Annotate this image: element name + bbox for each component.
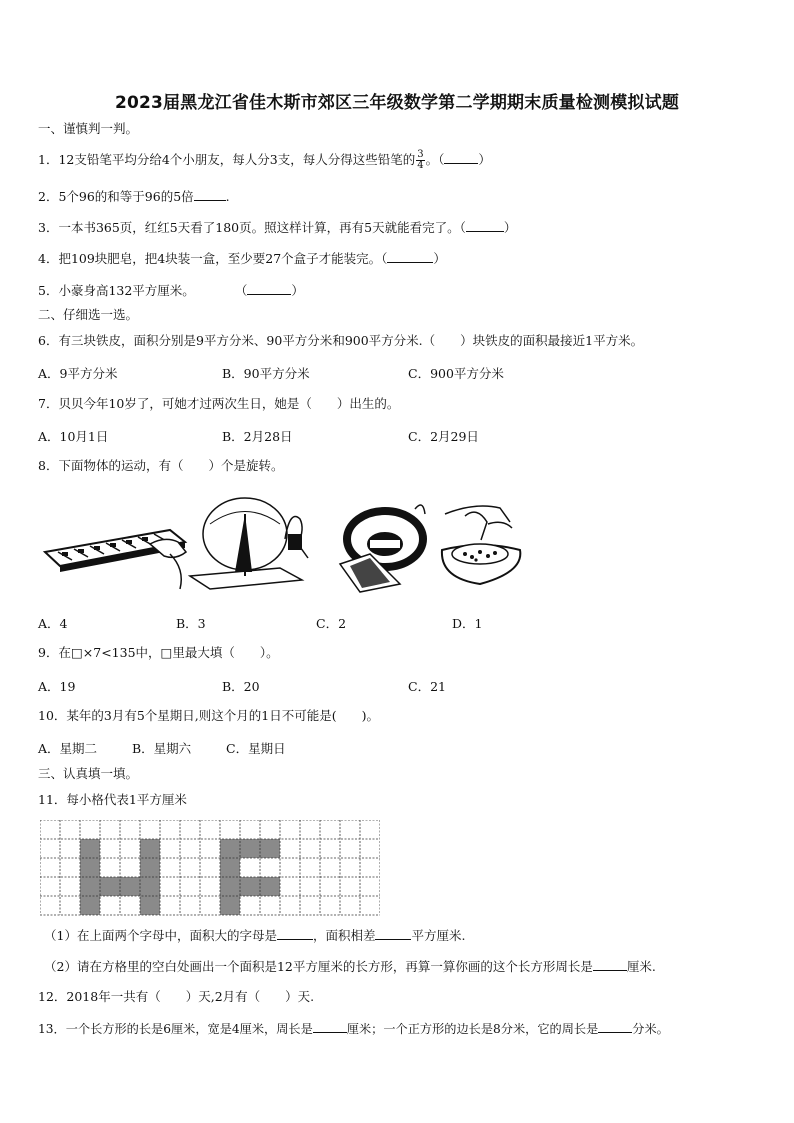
q6-option-b[interactable]: B．90平方分米 bbox=[222, 366, 310, 381]
question-8: 8．下面物体的运动，有（ ）个是旋转。 bbox=[38, 458, 284, 473]
q9-option-b[interactable]: B．20 bbox=[222, 679, 260, 694]
letter-f-cell bbox=[220, 877, 240, 896]
letter-h-cell bbox=[140, 896, 160, 915]
steering-wheel-image bbox=[340, 505, 425, 592]
q7-option-c[interactable]: C．2月29日 bbox=[408, 429, 479, 444]
answer-blank[interactable] bbox=[375, 927, 411, 940]
question-10: 10．某年的3月有5个星期日,则这个月的1日不可能是( )。 bbox=[38, 708, 379, 723]
letter-h-cell bbox=[80, 858, 100, 877]
question-7: 7．贝贝今年10岁了，可她才过两次生日，她是（ ）出生的。 bbox=[38, 396, 400, 411]
section-2-heading: 二、仔细选一选。 bbox=[38, 307, 139, 322]
letter-f-cell bbox=[240, 877, 260, 896]
question-11-part-2: （2）请在方格里的空白处画出一个面积是12平方厘米的长方形，再算一算你画的这个长方形周长是 厘米. bbox=[44, 959, 656, 974]
letter-f-cell bbox=[220, 896, 240, 915]
q11-grid[interactable] bbox=[40, 820, 380, 920]
section-3-heading: 三、认真填一填。 bbox=[38, 766, 139, 781]
q10-option-a[interactable]: A．星期二 bbox=[38, 741, 98, 756]
question-2: 2．5个96的和等于96的5倍 . bbox=[38, 189, 230, 204]
question-11: 11．每小格代表1平方厘米 bbox=[38, 792, 187, 807]
page-title: 2023届黑龙江省佳木斯市郊区三年级数学第二学期期末质量检测模拟试题 bbox=[114, 93, 680, 113]
q6-option-a[interactable]: A．9平方分米 bbox=[38, 366, 118, 381]
letter-f-cell bbox=[260, 877, 280, 896]
question-11-part-1: （1）在上面两个字母中，面积大的字母是 ，面积相差 平方厘米. bbox=[44, 928, 466, 943]
section-1-heading: 一、谨慎判一判。 bbox=[38, 121, 139, 136]
q8-option-a[interactable]: A．4 bbox=[38, 616, 68, 631]
answer-blank[interactable] bbox=[466, 219, 504, 232]
q8-illustrations bbox=[40, 494, 530, 594]
answer-blank[interactable] bbox=[313, 1020, 347, 1033]
q10-option-b[interactable]: B．星期六 bbox=[132, 741, 192, 756]
answer-blank[interactable] bbox=[277, 927, 313, 940]
question-9: 9．在□×7<135中，□里最大填（ ）。 bbox=[38, 645, 279, 660]
question-13: 13．一个长方形的长是6厘米，宽是4厘米，周长是 厘米；一个正方形的边长是8分米，它的周长是 分米。 bbox=[38, 1022, 669, 1036]
q9-option-c[interactable]: C．21 bbox=[408, 679, 446, 694]
letter-f-cell bbox=[220, 839, 240, 858]
q8-option-c[interactable]: C．2 bbox=[316, 616, 347, 631]
letter-h-cell bbox=[140, 839, 160, 858]
q6-option-c[interactable]: C．900平方分米 bbox=[408, 366, 504, 381]
fraction: $\frac{3}{4}$ bbox=[417, 149, 424, 171]
answer-blank[interactable] bbox=[444, 151, 478, 164]
faucet-sink-image bbox=[442, 506, 520, 584]
letter-h-cell bbox=[80, 839, 100, 858]
question-1: 1．12支铅笔平均分给4个小朋友，每人分3支，每人分得这些铅笔的 $\frac{3}{4}$ 。（ ） bbox=[38, 149, 491, 171]
answer-blank[interactable] bbox=[194, 188, 226, 201]
question-4: 4．把109块肥皂，把4块装一盒，至少要27个盒子才能装完。（ ） bbox=[38, 251, 446, 266]
q7-option-b[interactable]: B．2月28日 bbox=[222, 429, 293, 444]
letter-h-cell bbox=[120, 877, 140, 896]
q8-option-b[interactable]: B．3 bbox=[176, 616, 206, 631]
abacus-image bbox=[45, 530, 186, 589]
letter-f-cell bbox=[240, 839, 260, 858]
letter-h-cell bbox=[140, 858, 160, 877]
letter-f-cell bbox=[220, 858, 240, 877]
question-6: 6．有三块铁皮，面积分别是9平方分米、90平方分米和900平方分米.（ ）块铁皮的面积最接近1平方米。 bbox=[38, 333, 644, 348]
q8-option-d[interactable]: D．1 bbox=[452, 616, 483, 631]
letter-h-cell bbox=[80, 896, 100, 915]
square-grid[interactable] bbox=[40, 820, 380, 916]
letter-h-cell bbox=[100, 877, 120, 896]
answer-blank[interactable] bbox=[593, 958, 627, 971]
revolving-door-image bbox=[190, 498, 308, 589]
question-3: 3．一本书365页，红红5天看了180页。照这样计算，再有5天就能看完了。（ ） bbox=[38, 220, 517, 235]
answer-blank[interactable] bbox=[387, 250, 433, 263]
q10-option-c[interactable]: C．星期日 bbox=[226, 741, 286, 756]
q7-option-a[interactable]: A．10月1日 bbox=[38, 429, 109, 444]
answer-blank[interactable] bbox=[598, 1020, 632, 1033]
letter-f-cell bbox=[260, 839, 280, 858]
letter-h-cell bbox=[80, 877, 100, 896]
letter-h-cell bbox=[140, 877, 160, 896]
q9-option-a[interactable]: A．19 bbox=[38, 679, 76, 694]
question-12: 12．2018年一共有（ ）天,2月有（ ）天. bbox=[38, 989, 315, 1004]
question-5: 5．小豪身高132平方厘米。 （ ） bbox=[38, 283, 304, 298]
answer-blank[interactable] bbox=[247, 282, 291, 295]
